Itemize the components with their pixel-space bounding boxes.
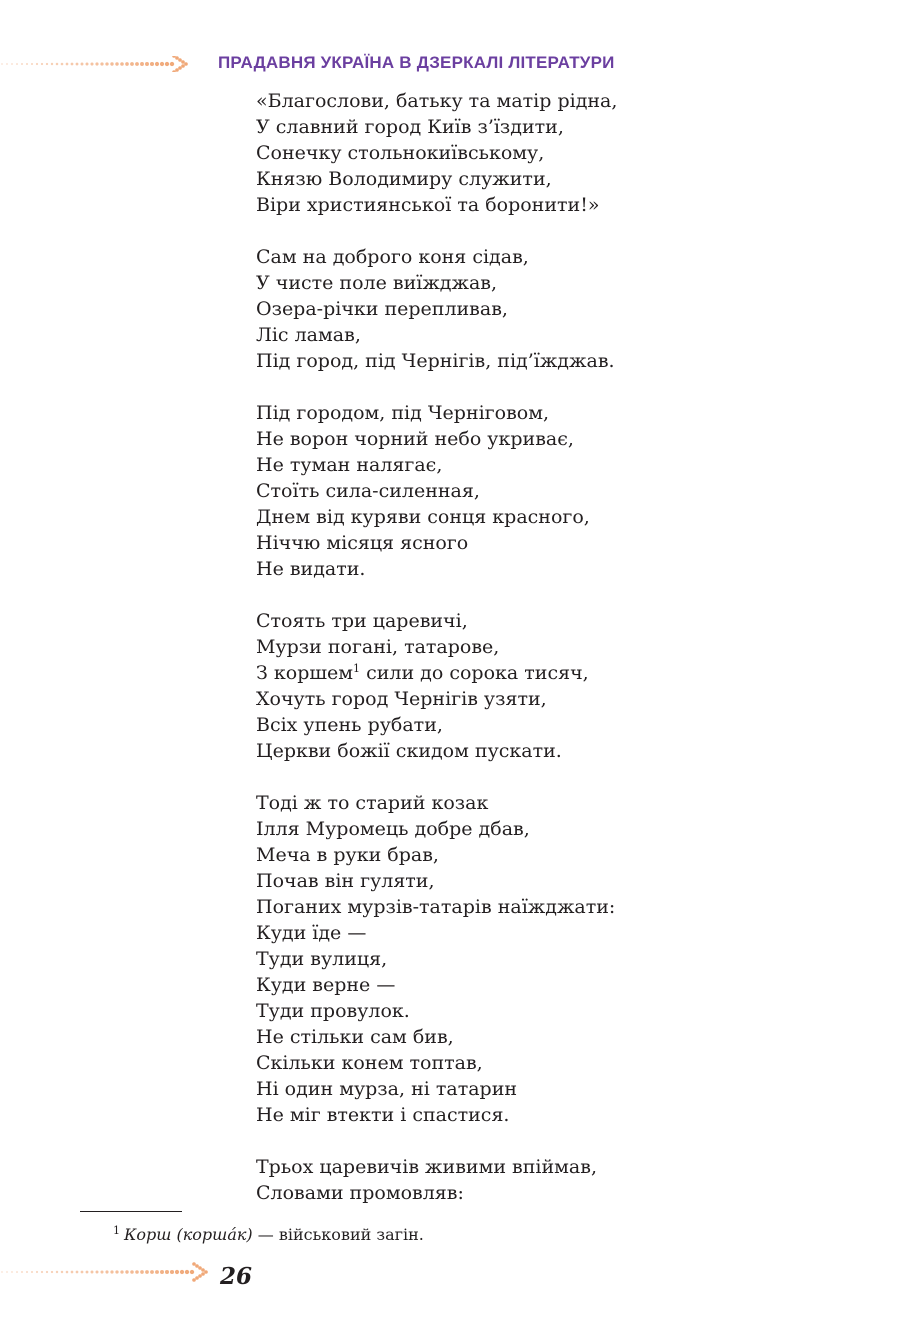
poem-line: З коршем$^1$ сили до сорока тисяч, [256, 662, 589, 684]
poem-line: Сонечку стольнокиївському, [256, 142, 545, 164]
poem-line: Князю Володимиру служити, [256, 168, 552, 190]
poem-line: Озера-річки перепливав, [256, 298, 508, 320]
stanza [256, 1154, 876, 1206]
poem-line: Почав він гуляти, [256, 870, 435, 892]
stanza [256, 608, 876, 764]
poem-line: Ліс ламав, [256, 324, 361, 346]
poem-line: У чисте поле виїжджав, [256, 272, 498, 294]
poem-line: Хочуть город Чернігів узяти, [256, 688, 547, 710]
poem-line: Днем від куряви сонця красного, [256, 506, 590, 528]
poem-line: Не ворон чорний небо укриває, [256, 428, 574, 450]
footnote [113, 1225, 424, 1244]
poem-line: Ілля Муромець добре дбав, [256, 818, 530, 840]
poem-line: Не міг втекти і спастися. [256, 1104, 510, 1126]
footnote-term: Корш (коршáк) [124, 1225, 253, 1244]
poem-line: Стоять три царевичі, [256, 610, 468, 632]
stanza [256, 400, 876, 582]
poem-line: Віри християнської та боронити!» [256, 194, 600, 216]
poem-line: Не туман налягає, [256, 454, 443, 476]
poem-line: Поганих мурзів-татарів наїжджати: [256, 896, 616, 918]
poem-line: Сам на доброго коня сідав, [256, 246, 529, 268]
page-number: 26 [220, 1263, 253, 1290]
footnote-reference: 1 [353, 662, 361, 675]
poem-line: Меча в руки брав, [256, 844, 439, 866]
poem-line: Всіх упень рубати, [256, 714, 443, 736]
poem-line: Словами промовляв: [256, 1182, 464, 1204]
poem-line: У славний город Київ з’їздити, [256, 116, 564, 138]
poem-line: Туди вулиця, [256, 948, 388, 970]
poem-line: Ні один мурза, ні татарин [256, 1078, 518, 1100]
poem-text [256, 88, 876, 1232]
poem-line: Під городом, під Черніговом, [256, 402, 550, 424]
poem-line: Не видати. [256, 558, 366, 580]
footnote-divider [80, 1211, 182, 1212]
poem-line: Церкви божії скидом пускати. [256, 740, 562, 762]
stanza [256, 244, 876, 374]
header-dotted-arrow [0, 56, 190, 72]
poem-line: Ніччю місяця ясного [256, 532, 469, 554]
stanza [256, 790, 876, 1128]
poem-line: Стоїть сила-силенная, [256, 480, 480, 502]
poem-line: Мурзи погані, татарове, [256, 636, 500, 658]
poem-line: Куди верне — [256, 974, 396, 996]
footer-dotted-arrow [0, 1262, 210, 1282]
poem-line: Тоді ж то старий козак [256, 792, 489, 814]
poem-line: «Благослови, батьку та матір рідна, [256, 90, 618, 112]
footnote-definition: — військовий загін. [252, 1225, 424, 1244]
poem-line: Куди їде — [256, 922, 367, 944]
poem-line: Трьох царевичів живими впіймав, [256, 1156, 597, 1178]
running-header-title: ПРАДАВНЯ УКРАЇНА В ДЗЕРКАЛІ ЛІТЕРАТУРИ [218, 53, 615, 72]
poem-line: Скільки конем топтав, [256, 1052, 483, 1074]
stanza [256, 88, 876, 218]
footnote-marker: 1 [113, 1224, 120, 1237]
poem-line: Під город, під Чернігів, під’їжджав. [256, 350, 615, 372]
poem-line: Не стільки сам бив, [256, 1026, 454, 1048]
poem-line: Туди провулок. [256, 1000, 410, 1022]
